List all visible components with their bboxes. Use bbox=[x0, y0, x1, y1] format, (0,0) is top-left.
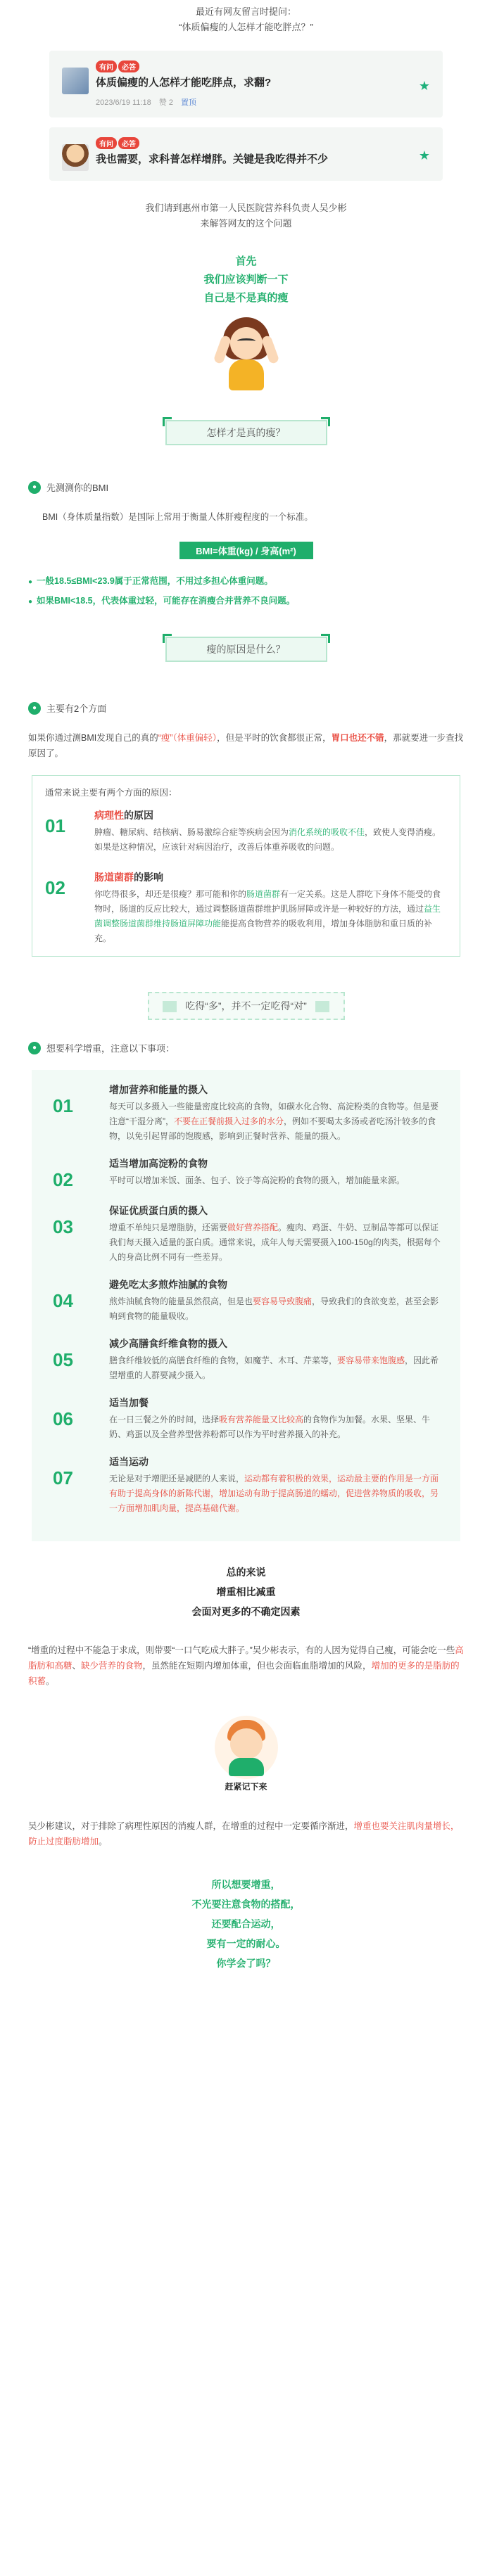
tip-description: 煎炸油腻食物的能量虽然很高，但是也要容易导致腹痛，导致我们的食欲变差，甚至会影响到食物的能量吸收。 bbox=[109, 1296, 439, 1321]
invite-text bbox=[0, 200, 492, 231]
tag-answer: 必答 bbox=[118, 60, 139, 72]
final-line-5: 你学会了吗？ bbox=[216, 1958, 276, 1969]
causes-box bbox=[32, 775, 460, 957]
pin-icon: ● bbox=[28, 481, 41, 494]
tips-heading-text: 想要科学增重，注意以下事项： bbox=[46, 1043, 175, 1054]
cause-title: 肠道菌群的影响 bbox=[94, 872, 163, 883]
thinking-girl-illustration bbox=[215, 314, 278, 392]
causes-box-lead: 通常来说主要有两个方面的原因： bbox=[45, 788, 177, 798]
section-title-2: 瘦的原因是什么？ bbox=[165, 637, 327, 662]
summary-line-2: 增重相比减重 bbox=[216, 1586, 276, 1598]
tip-item bbox=[46, 1396, 446, 1442]
tip-title: 增加营养和能量的摄入 bbox=[109, 1084, 208, 1095]
tip-number: 02 bbox=[53, 1169, 73, 1190]
question-title: 我也需要，求科普怎样增胖。关键是我吃得并不少 bbox=[96, 153, 329, 165]
causes-heading-text: 主要有2个方面 bbox=[46, 703, 107, 714]
banner bbox=[148, 992, 345, 1020]
tip-number: 05 bbox=[53, 1349, 73, 1370]
invite-line-2: 来解答网友的这个问题 bbox=[200, 218, 292, 229]
avatar bbox=[62, 144, 89, 171]
bmi-heading bbox=[28, 480, 492, 494]
tip-item bbox=[46, 1455, 446, 1516]
cause-number: 02 bbox=[45, 877, 65, 898]
first-line-1: 首先 bbox=[235, 255, 257, 267]
summary bbox=[0, 1562, 492, 1621]
tip-description: 平时可以增加米饭、面条、包子、饺子等高淀粉的食物的摄入，增加能量来源。 bbox=[109, 1175, 405, 1185]
tip-number: 01 bbox=[53, 1095, 73, 1116]
tips-heading bbox=[28, 1041, 492, 1054]
question-date: 2023/6/19 11:18 bbox=[96, 98, 151, 107]
tip-description: 无论是对于增肥还是减肥的人来说，运动都有着积极的效果，运动最主要的作用是一方面有助于提高身体的新陈代谢，增加运动有助于提高肠道的蠕动，促进营养物质的吸收，另一方面增加肌肉量，提高基础代谢。 bbox=[109, 1474, 439, 1513]
first-heading bbox=[0, 253, 492, 307]
tag-ask: 有问 bbox=[96, 137, 117, 149]
tip-item bbox=[46, 1156, 446, 1191]
final-line-2: 不光要注意食物的搭配， bbox=[191, 1899, 301, 1910]
summary-line-1: 总的来说 bbox=[226, 1567, 266, 1578]
question-card-1 bbox=[49, 51, 443, 117]
cause-description: 肿瘤、糖尿病、结核病、肠易激综合症等疾病会因为消化系统的吸收不佳，致使人变得消瘦。如果是这种情况，应该针对病因治疗，改善后体重养吸收的问题。 bbox=[94, 827, 441, 852]
tips-list bbox=[32, 1070, 460, 1541]
tip-number: 04 bbox=[53, 1290, 73, 1311]
boy-caption: 赶紧记下来 bbox=[225, 1782, 267, 1792]
causes-heading bbox=[28, 701, 492, 715]
bmi-formula: BMI=体重(kg) / 身高(m²) bbox=[179, 542, 313, 559]
cause-description: 你吃得很多，却还是很瘦？那可能和你的肠道菌群有一定关系。这是人群吃下身体不能受的食物时，肠道的反应比较大，通过调整肠道菌群维护肌肠屏障或许是一种较好的方法，通过益生菌调整肠道菌群维持肠道屏障功能能提高食物营养的吸收利用，增加身体脂肪和重日质的补充。 bbox=[94, 889, 441, 943]
bmi-item-underweight: ● 如果BMI<18.5，代表体重过轻，可能存在消瘦合并营养不良问题。 bbox=[28, 592, 464, 611]
tip-title: 适当运动 bbox=[109, 1456, 149, 1467]
tip-title: 减少高膳食纤维食物的摄入 bbox=[109, 1338, 227, 1349]
star-icon[interactable]: ★ bbox=[418, 148, 430, 162]
cause-title: 病理性的原因 bbox=[94, 810, 153, 821]
like-count[interactable]: 赞 2 bbox=[158, 98, 173, 107]
tip-item bbox=[46, 1277, 446, 1324]
avatar bbox=[62, 68, 89, 94]
cause-number: 01 bbox=[45, 815, 65, 836]
tag-answer: 必答 bbox=[118, 137, 139, 149]
causes-intro: 如果你通过测BMI发现自己的真的“瘦”（体重偏轻），但是平时的饮食都很正常，胃口也还不错，那就要进一步查找原因了。 bbox=[28, 733, 464, 758]
question-title: 体质偏瘦的人怎样才能吃胖点，求翻? bbox=[96, 77, 272, 89]
pin-icon: ● bbox=[28, 1042, 41, 1054]
summary-line-3: 会面对更多的不确定因素 bbox=[191, 1606, 301, 1617]
tip-description: 在一日三餐之外的时间，选择吸有营养能量又比较高的食物作为加餐。水果、坚果、牛奶、鸡蛋以及全营养型营养粉都可以作为平时营养摄入的补充。 bbox=[109, 1415, 431, 1439]
arrow-right-icon bbox=[315, 1001, 329, 1012]
tip-title: 保证优质蛋白质的摄入 bbox=[109, 1205, 208, 1216]
intro bbox=[0, 0, 492, 35]
arrow-left-icon bbox=[163, 1001, 177, 1012]
star-icon[interactable]: ★ bbox=[418, 79, 430, 93]
question-card-2 bbox=[49, 127, 443, 181]
tip-item bbox=[46, 1337, 446, 1383]
quote-paragraph: “增重的过程中不能急于求成，则带要“一口气吃成大胖子。”吴少彬表示，有的人因为觉得自己瘦，可能会吃一些高脂肪和高糖、缺少营养的食物，虽然能在短期内增加体重，但也会面临血脂增加的风险，增加的更多的是脂肪的积蓄。 bbox=[28, 1645, 464, 1686]
section-title-1: 怎样才是真的瘦？ bbox=[165, 420, 327, 445]
bmi-heading-text: 先测测你的BMI bbox=[46, 483, 109, 493]
banner-text: 吃得“多”，并不一定吃得“对” bbox=[185, 1000, 307, 1012]
advice-paragraph: 吴少彬建议，对于排除了病理性原因的消瘦人群，在增重的过程中一定要循序渐进，增重也要关注肌肉量增长，防止过度脂肪增加。 bbox=[28, 1821, 460, 1847]
tip-description: 膳食纤维较低的高膳食纤维的食物，如魔芋、木耳、芹菜等，要容易带来饱腹感，因此希望增重的人群要减少摄入。 bbox=[109, 1356, 439, 1380]
cause-item-2 bbox=[45, 870, 447, 946]
tip-description: 每天可以多摄入一些能量密度比较高的食物，如碳水化合物、高淀粉类的食物等。但是要注意“干湿分离”，不要在正餐前摄入过多的水分，例如不要喝太多汤或者吃汤汁较多的食物，以免引起胃部的饱腹感，影响到正餐时营养、能量的摄入。 bbox=[109, 1102, 439, 1141]
first-line-2: 我们应该判断一下 bbox=[203, 274, 289, 286]
invite-line-1: 我们请到惠州市第一人民医院营养科负责人吴少彬 bbox=[145, 203, 347, 213]
tip-title: 适当增加高淀粉的食物 bbox=[109, 1158, 208, 1169]
bmi-list bbox=[28, 572, 464, 611]
tip-number: 06 bbox=[53, 1408, 73, 1429]
question-meta bbox=[96, 96, 430, 108]
tip-description: 增重不单纯只是增脂肪，还需要做好营养搭配。瘦肉、鸡蛋、牛奶、豆制品等都可以保证我们每天摄入适量的蛋白质。通常来说，成年人每天需要摄入100-150g的肉类，根据每个人的身高比例不同有一些差异。 bbox=[109, 1223, 441, 1262]
intro-line-2: “体质偏瘦的人怎样才能吃胖点？” bbox=[179, 22, 313, 32]
final-text bbox=[0, 1875, 492, 1973]
tip-number: 03 bbox=[53, 1216, 73, 1237]
final-line-3: 还要配合运动， bbox=[211, 1918, 281, 1930]
tip-title: 避免吃太多煎炸油腻的食物 bbox=[109, 1279, 227, 1290]
cause-item-1 bbox=[45, 808, 447, 855]
pin-icon: ● bbox=[28, 702, 41, 715]
tag-ask: 有问 bbox=[96, 60, 117, 72]
tip-title: 适当加餐 bbox=[109, 1397, 149, 1408]
tip-number: 07 bbox=[53, 1467, 73, 1488]
tip-item bbox=[46, 1204, 446, 1265]
bmi-description: BMI（身体质量指数）是国际上常用于衡量人体肝瘦程度的一个标准。 bbox=[42, 512, 313, 522]
final-line-1: 所以想要增重， bbox=[211, 1879, 281, 1890]
first-line-3: 自己是不是真的瘦 bbox=[203, 292, 289, 304]
boy-illustration bbox=[208, 1713, 285, 1797]
intro-line-1: 最近有网友留言时提问： bbox=[195, 6, 296, 17]
pin-link[interactable]: 置顶 bbox=[181, 98, 197, 107]
final-line-4: 要有一定的耐心。 bbox=[206, 1938, 286, 1949]
tip-item bbox=[46, 1083, 446, 1144]
bmi-item-normal: ● 一般18.5≤BMI<23.9属于正常范围，不用过多担心体重问题。 bbox=[28, 572, 464, 592]
